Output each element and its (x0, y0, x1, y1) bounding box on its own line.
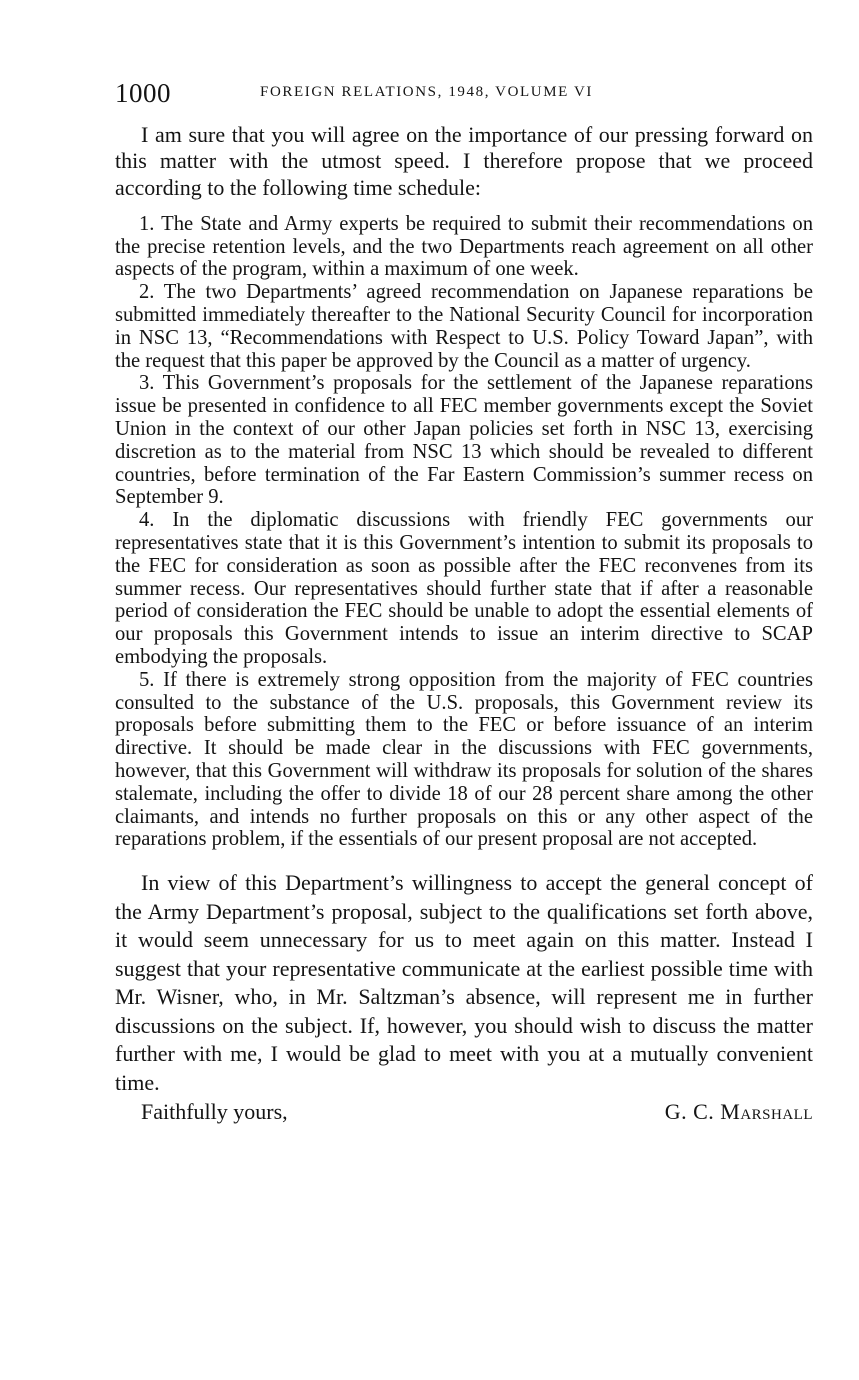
schedule-item-5: 5. If there is extremely strong opposition from the majority of FEC countries consulted to the substance of the U.S. proposals, this Government review its proposals before submitting them to the FEC or before issuance of an interim directive. It should be made clear in the discussions with FEC governments, however, that this Government will withdraw its proposals for solution of the shares stalemate, including the offer to divide 18 of our 28 percent share among the other claimants, and intends no further proposals on this or any other aspect of the reparations problem, if the essentials of our present proposal are not accepted. (115, 668, 813, 851)
intro-paragraph: I am sure that you will agree on the importance of our pressing forward on this matter with the utmost speed. I therefore propose that we proceed according to the following time schedule: (115, 122, 813, 200)
page-number: 1000 (115, 78, 171, 108)
closing-paragraph: In view of this Department’s willingness to accept the general concept of the Army Department’s proposal, subject to the qualifications set forth above, it would seem unnecessary for us to meet again on this matter. Instead I suggest that your representative communicate at the earliest possible time with Mr. Wisner, who, in Mr. Saltzman’s absence, will represent me in further discussions on the subject. If, however, you should wish to discuss the matter further with me, I would be glad to meet with you at a mutually convenient time. (115, 870, 813, 1095)
schedule-item-4: 4. In the diplomatic discussions with friendly FEC governments our representatives state that it is this Government’s intention to submit its proposals to the FEC for consideration as soon as possible after the FEC reconvenes from its summer recess. Our representatives should further state that if after a reasonable period of consideration the FEC should be unable to adopt the essential elements of our proposals this Government intends to issue an interim directive to SCAP embodying the proposals. (115, 509, 813, 669)
schedule-item-2: 2. The two Departments’ agreed recommendation on Japanese reparations be submitted immediately thereafter to the National Security Council for incorporation in NSC 13, “Recommendations with Respect to U.S. Policy Toward Japan”, with the request that this paper be approved by the Council as a matter of urgency. (115, 281, 813, 372)
signature: G. C. Marshall (664, 1099, 813, 1125)
signoff (115, 1099, 813, 1133)
page-header (115, 72, 813, 112)
schedule-item-3: 3. This Government’s proposals for the settlement of the Japanese reparations issue be presented in confidence to all FEC member governments except the Soviet Union in the context of our other Japan policies set forth in NSC 13, exercising discretion as to the material from NSC 13 which should be revealed to different countries, before termination of the Far Eastern Commission’s summer recess on September 9. (115, 372, 813, 509)
salutation: Faithfully yours, (141, 1099, 288, 1125)
schedule-item-1: 1. The State and Army experts be required to submit their recommendations on the precise retention levels, and the two Departments reach agreement on all other aspects of the program, within a maximum of one week. (115, 212, 813, 281)
schedule-list (115, 213, 813, 851)
document-page (115, 72, 813, 1133)
running-head: FOREIGN RELATIONS, 1948, VOLUME VI (260, 84, 594, 100)
